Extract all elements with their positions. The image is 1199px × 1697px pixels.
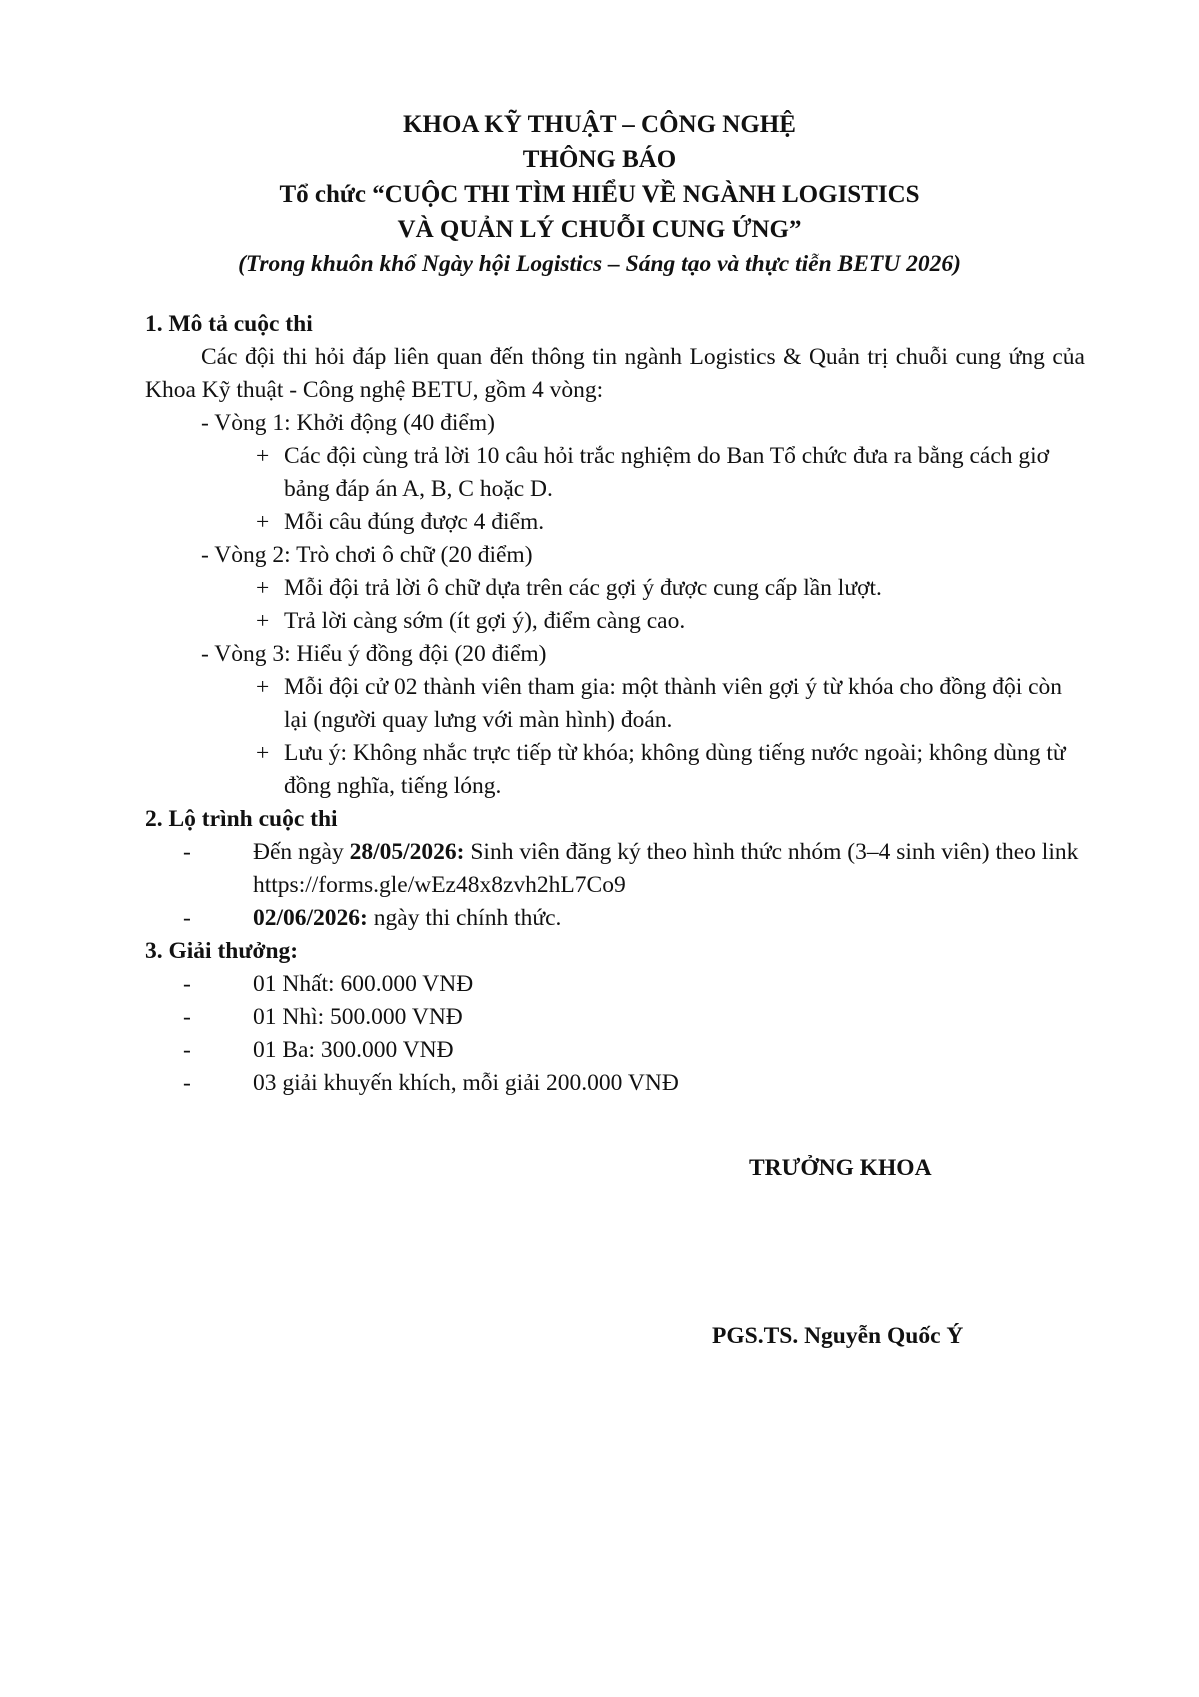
round-3-item-text: Lưu ý: Không nhắc trực tiếp từ khóa; không dùng tiếng nước ngoài; không dùng từ đồng nghĩa, tiếng lóng. xyxy=(284,740,1066,799)
section-1-intro: Các đội thi hỏi đáp liên quan đến thông tin ngành Logistics & Quản trị chuỗi cung ứng của Khoa Kỹ thuật - Công nghệ BETU, gồm 4 vòng: xyxy=(145,344,1085,403)
prize-text: 01 Nhất: 600.000 VNĐ xyxy=(253,971,474,997)
signature-name: PGS.TS. Nguyễn Quốc Ý xyxy=(712,1323,964,1349)
plus-marker: + xyxy=(256,674,270,700)
round-1-item-text: Các đội cùng trả lời 10 câu hỏi trắc nghiệm do Ban Tổ chức đưa ra bằng cách giơ bảng đáp án A, B, C hoặc D. xyxy=(284,443,1050,502)
title-line-2: VÀ QUẢN LÝ CHUỖI CUNG ỨNG” xyxy=(397,216,802,243)
round-1-item-text: Mỗi câu đúng được 4 điểm. xyxy=(284,509,545,535)
round-3-label: - Vòng 3: Hiểu ý đồng đội (20 điểm) xyxy=(201,641,547,667)
round-3-item xyxy=(254,737,1085,803)
competition-date: 02/06/2026: xyxy=(253,905,368,931)
dash-marker: - xyxy=(183,1004,191,1030)
dash-marker: - xyxy=(183,971,191,997)
section-1-title: 1. Mô tả cuộc thi xyxy=(145,311,313,337)
registration-text: Sinh viên đăng ký theo hình thức nhóm (3–4 sinh viên) theo link https://forms.gle/wEz48x8zvh2hL7Co9 xyxy=(253,839,1079,898)
dash-marker: - xyxy=(183,1037,191,1063)
round-1-item xyxy=(254,440,1085,506)
signature-title: TRƯỞNG KHOA xyxy=(749,1155,932,1181)
plus-marker: + xyxy=(256,509,270,535)
subtitle: (Trong khuôn khổ Ngày hội Logistics – Sáng tạo và thực tiễn BETU 2026) xyxy=(238,251,961,277)
prize-text: 01 Nhì: 500.000 VNĐ xyxy=(253,1004,463,1030)
prize-item xyxy=(183,968,1085,1001)
round-1-item xyxy=(254,506,1085,539)
schedule-item xyxy=(183,902,1085,935)
plus-marker: + xyxy=(256,575,270,601)
section-2-title: 2. Lộ trình cuộc thi xyxy=(145,806,338,832)
plus-marker: + xyxy=(256,740,270,766)
dash-marker: - xyxy=(183,905,191,931)
round-3-item xyxy=(254,671,1085,737)
round-2-item-text: Trả lời càng sớm (ít gợi ý), điểm càng cao. xyxy=(284,608,686,634)
plus-marker: + xyxy=(256,443,270,469)
document-body xyxy=(145,308,1085,1100)
prize-item xyxy=(183,1001,1085,1034)
prize-text: 03 giải khuyến khích, mỗi giải 200.000 VNĐ xyxy=(253,1070,679,1096)
schedule-item xyxy=(183,836,1085,902)
document-header xyxy=(0,107,1199,282)
dash-marker: - xyxy=(183,839,191,865)
title-line-1: Tổ chức “CUỘC THI TÌM HIỂU VỀ NGÀNH LOGISTICS xyxy=(279,181,920,208)
prize-text: 01 Ba: 300.000 VNĐ xyxy=(253,1037,454,1063)
round-2-item-text: Mỗi đội trả lời ô chữ dựa trên các gợi ý được cung cấp lần lượt. xyxy=(284,575,882,601)
registration-deadline: 28/05/2026: xyxy=(349,839,465,865)
round-2-item xyxy=(254,605,1085,638)
document-type: THÔNG BÁO xyxy=(522,146,677,173)
competition-text: ngày thi chính thức. xyxy=(367,905,562,931)
section-3-title: 3. Giải thưởng: xyxy=(145,938,299,964)
faculty-name: KHOA KỸ THUẬT – CÔNG NGHỆ xyxy=(403,111,796,138)
prize-item xyxy=(183,1067,1085,1100)
round-1-label: - Vòng 1: Khởi động (40 điểm) xyxy=(201,410,495,436)
schedule-prefix: Đến ngày xyxy=(253,839,350,865)
round-3-item-text: Mỗi đội cử 02 thành viên tham gia: một thành viên gợi ý từ khóa cho đồng đội còn lại (người quay lưng với màn hình) đoán. xyxy=(284,674,1063,733)
plus-marker: + xyxy=(256,608,270,634)
prize-item xyxy=(183,1034,1085,1067)
round-2-item xyxy=(254,572,1085,605)
round-2-label: - Vòng 2: Trò chơi ô chữ (20 điểm) xyxy=(201,542,533,568)
dash-marker: - xyxy=(183,1070,191,1096)
